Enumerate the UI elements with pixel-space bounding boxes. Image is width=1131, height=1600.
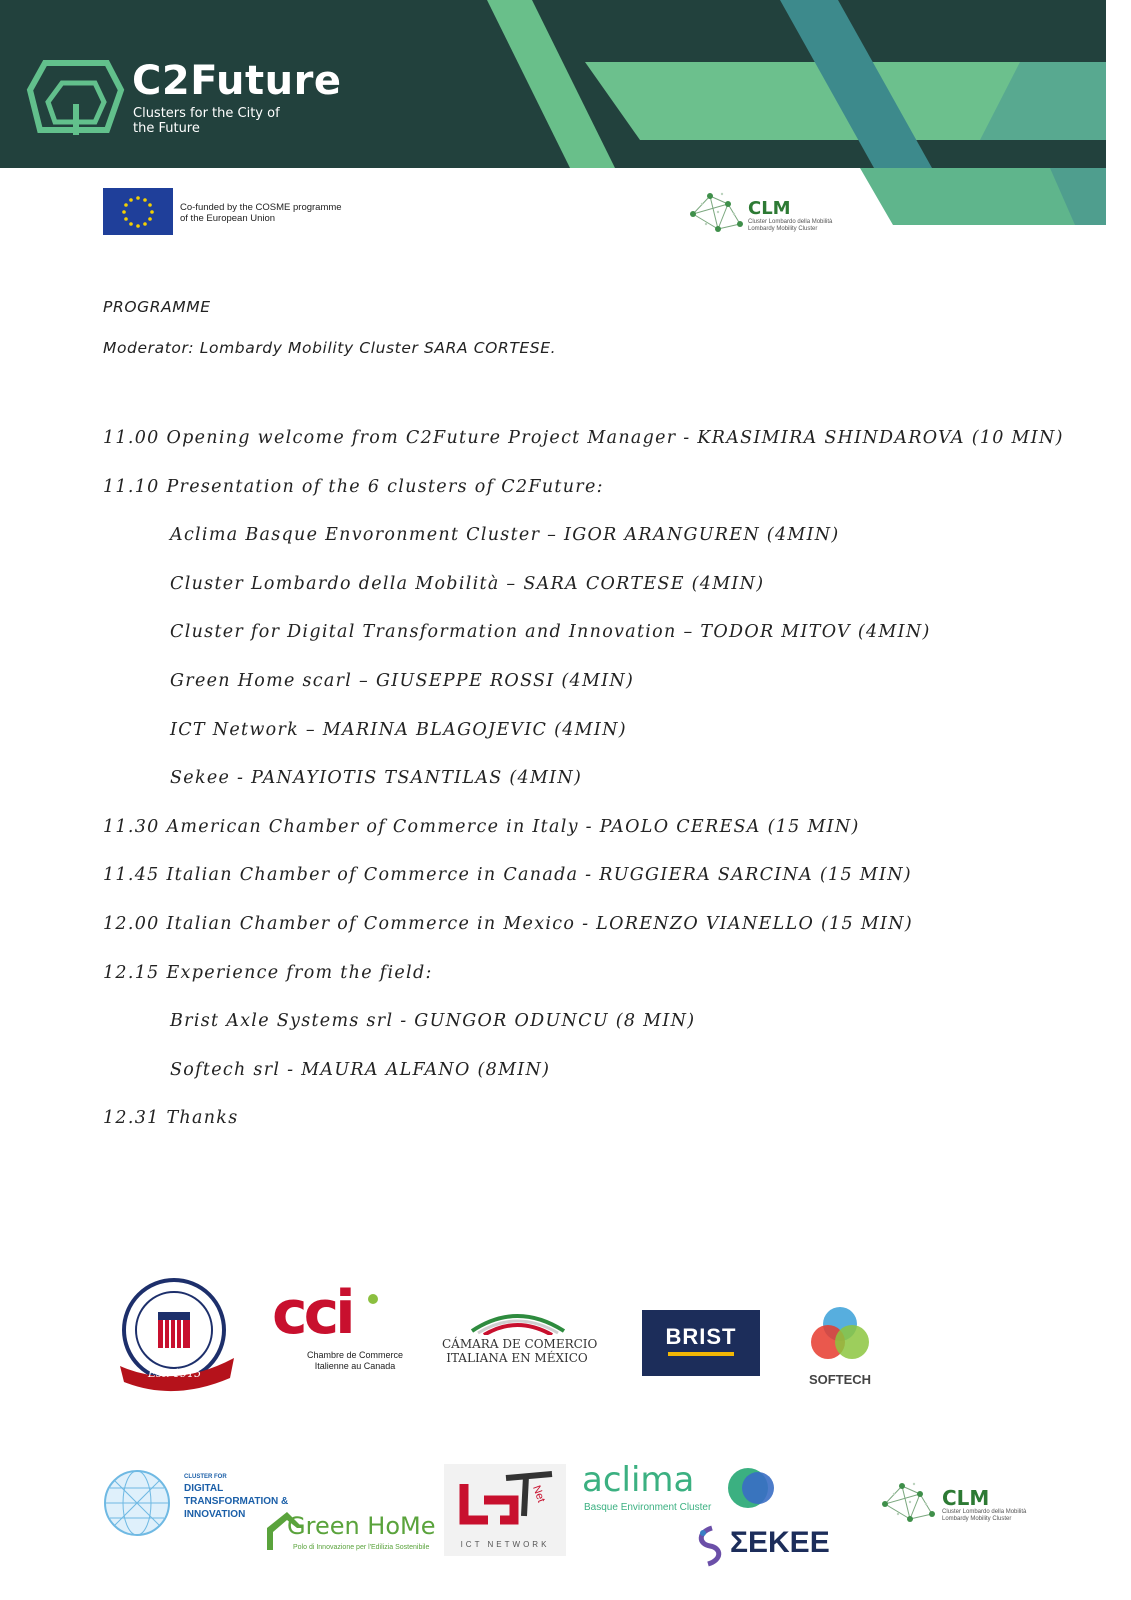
network-icon xyxy=(688,184,748,240)
cdti-line1: DIGITAL xyxy=(184,1483,224,1494)
globe-icon xyxy=(102,1468,172,1538)
camara-mexico-logo xyxy=(442,1305,598,1375)
aclima-logo xyxy=(582,1460,782,1516)
amcham-est: Est. 1915 xyxy=(148,1367,202,1380)
programme-subitem: Brist Axle Systems srl - GUNGOR ODUNCU (8 MIN) xyxy=(170,1011,696,1031)
programme-subitem: Aclima Basque Envoronment Cluster – IGOR ARANGUREN (4MIN) xyxy=(170,525,840,545)
aclima-sub: Basque Environment Cluster xyxy=(584,1502,712,1513)
clm-word: CLM xyxy=(748,198,791,219)
greenhome-word: Green HoMe xyxy=(287,1512,436,1540)
programme-subitem: Sekee - PANAYIOTIS TSANTILAS (4MIN) xyxy=(170,768,583,788)
cdti-small: CLUSTER FOR xyxy=(184,1474,227,1480)
greenhome-logo xyxy=(265,1508,445,1558)
moderator-line: Moderator: Lombardy Mobility Cluster SARA CORTESE. xyxy=(103,339,557,357)
programme-subitem: Green Home scarl – GIUSEPPE ROSSI (4MIN) xyxy=(170,671,635,691)
brist-bar xyxy=(668,1352,734,1356)
greenhome-sub: Polo di Innovazione per l'Edilizia Sostenibile xyxy=(293,1544,430,1551)
clm-subtitle: Cluster Lombardo della Mobilità Lombardy Mobility Cluster xyxy=(942,1509,1027,1522)
programme-subitem: Softech srl - MAURA ALFANO (8MIN) xyxy=(170,1060,551,1080)
brist-word: BRIST xyxy=(665,1324,737,1349)
programme-subitem: ICT Network – MARINA BLAGOJEVIC (4MIN) xyxy=(170,720,627,740)
programme-item: 11.30 American Chamber of Commerce in Italy - PAOLO CERESA (15 MIN) xyxy=(103,817,860,837)
sekee-swirl-icon xyxy=(694,1524,730,1568)
aclima-mark-icon xyxy=(728,1466,774,1512)
cci-subtitle: Chambre de Commerce Italienne au Canada xyxy=(306,1350,404,1371)
sekee-logo xyxy=(694,1524,834,1568)
ict-sub: ICT NETWORK xyxy=(460,1540,550,1549)
ict-mark-icon xyxy=(444,1464,566,1534)
softech-word: SOFTECH xyxy=(808,1372,872,1387)
programme-subitem: Cluster for Digital Transformation and Innovation – TODOR MITOV (4MIN) xyxy=(170,622,931,642)
programme-subitem: Cluster Lombardo della Mobilità – SARA CORTESE (4MIN) xyxy=(170,574,765,594)
amcham-italy-logo xyxy=(118,1278,236,1396)
programme-item: 12.00 Italian Chamber of Commerce in Mexico - LORENZO VIANELLO (15 MIN) xyxy=(103,914,914,934)
clm-logo-bottom xyxy=(880,1474,1055,1530)
softech-circles-icon xyxy=(800,1302,880,1368)
clm-logo-top xyxy=(688,184,863,240)
mexico-line1: CÁMARA DE COMERCIO xyxy=(442,1337,598,1351)
clm-word: CLM xyxy=(942,1486,990,1510)
brand-subtitle: Clusters for the City of the Future xyxy=(133,106,280,136)
programme-heading: PROGRAMME xyxy=(103,298,211,316)
clm-subtitle: Cluster Lombardo della Mobilità Lombardy Mobility Cluster xyxy=(748,219,833,232)
arc-icon xyxy=(442,1305,592,1335)
ict-network-logo xyxy=(444,1464,566,1556)
brand-title: C2Future xyxy=(132,58,342,104)
eu-flag-icon xyxy=(103,188,173,235)
cci-dot-icon xyxy=(368,1294,378,1304)
programme-item: 11.00 Opening welcome from C2Future Project Manager - KRASIMIRA SHINDAROVA (10 MIN) xyxy=(103,428,1064,448)
programme-item: 11.10 Presentation of the 6 clusters of C2Future: xyxy=(103,477,604,497)
cdti-line3: INNOVATION xyxy=(184,1509,246,1520)
cci-canada-logo xyxy=(272,1278,412,1380)
eu-cofunded-text: Co-funded by the COSME programme of the European Union xyxy=(180,202,342,224)
mexico-line2: ITALIANA EN MÉXICO xyxy=(446,1351,588,1365)
ict-net-word: Net xyxy=(529,1483,548,1505)
cdti-line2: TRANSFORMATION & xyxy=(184,1496,289,1507)
sekee-word: ΣΕΚΕΕ xyxy=(730,1526,830,1559)
programme-item: 12.31 Thanks xyxy=(103,1108,239,1128)
cci-word: cci xyxy=(272,1278,352,1348)
aclima-word: aclima xyxy=(582,1460,695,1500)
programme-item: 11.45 Italian Chamber of Commerce in Canada - RUGGIERA SARCINA (15 MIN) xyxy=(103,865,912,885)
brist-logo xyxy=(642,1310,760,1376)
network-icon xyxy=(880,1474,940,1530)
softech-logo xyxy=(800,1302,880,1388)
programme-item: 12.15 Experience from the field: xyxy=(103,963,433,983)
